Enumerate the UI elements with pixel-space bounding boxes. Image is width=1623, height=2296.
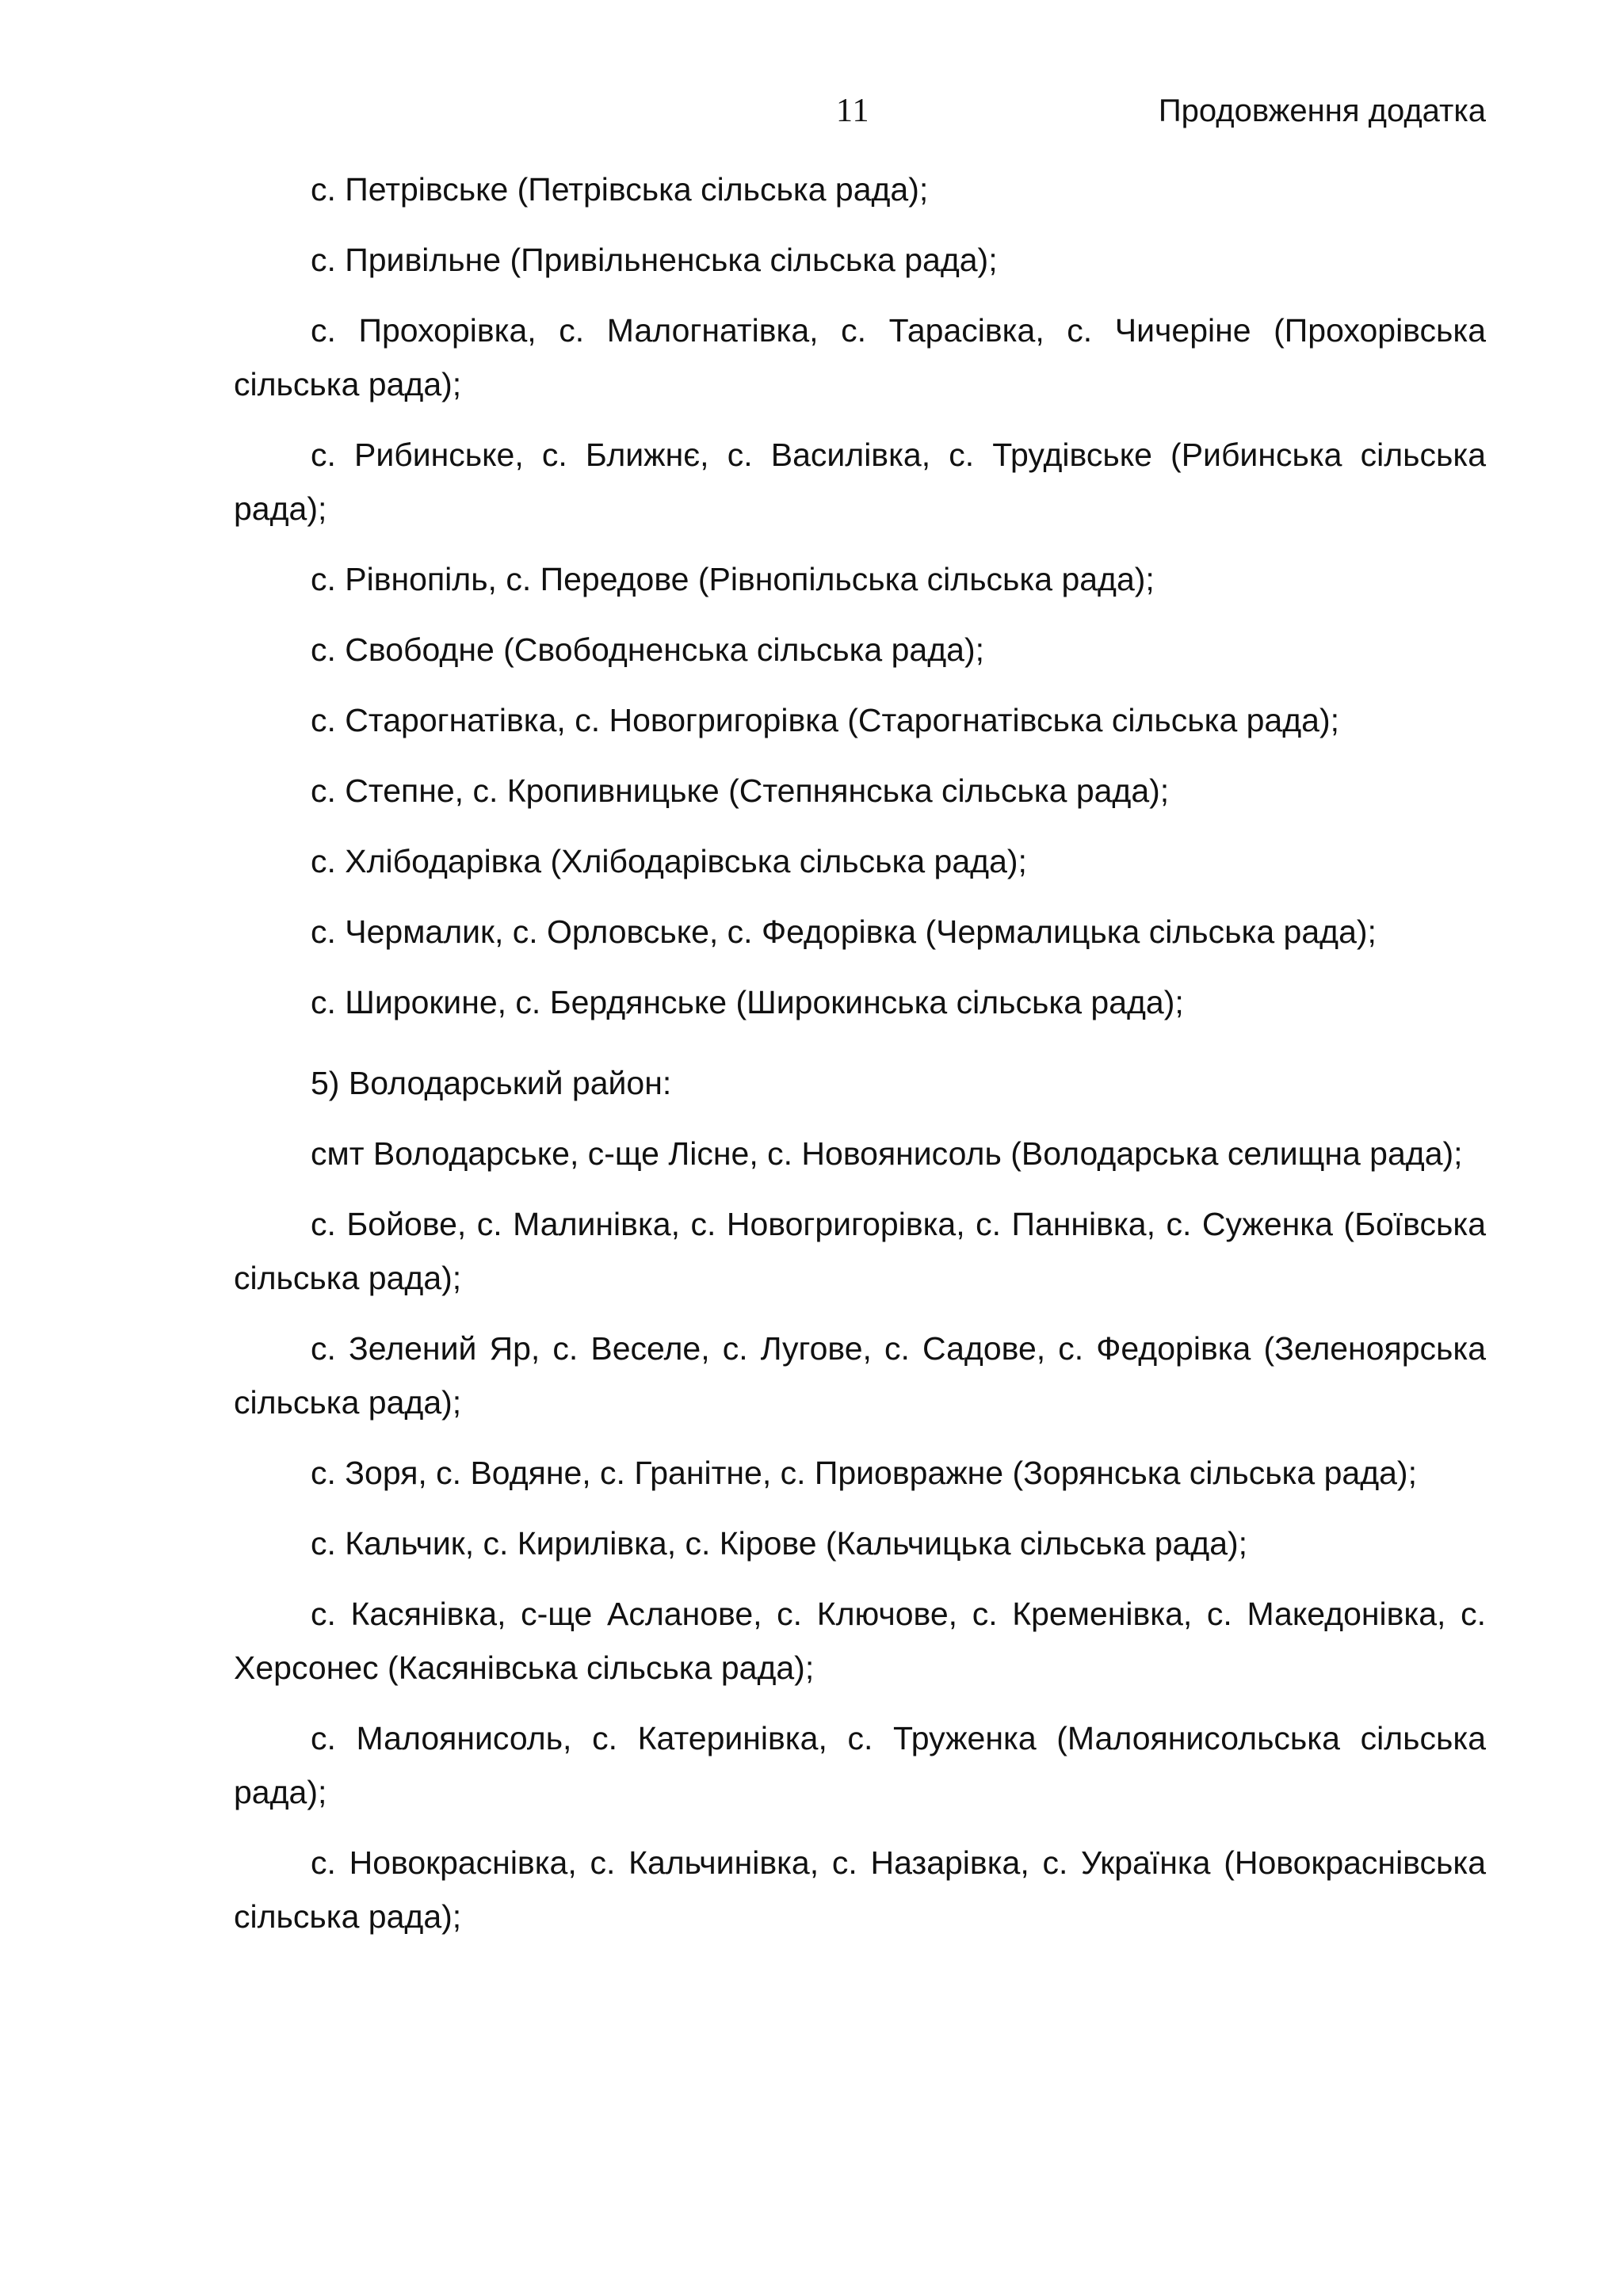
list-item: с. Кальчик, с. Кирилівка, с. Кірове (Кальчицька сільська рада);	[311, 1525, 1248, 1562]
continuation-label: Продовження додатка	[1158, 93, 1486, 128]
list-item: с. Привільне (Привільненська сільська рада);	[311, 242, 998, 278]
list-item: с. Широкине, с. Бердянське (Широкинська сільська рада);	[311, 984, 1184, 1020]
list-item: с. Старогнатівка, с. Новогригорівка (Старогнатівська сільська рада);	[311, 702, 1340, 738]
list-item: смт Володарське, с-ще Лісне, с. Новоянисоль (Володарська селищна рада);	[311, 1135, 1463, 1172]
list-item: с. Касянівка, с-ще Асланове, с. Ключове, с. Кременівка, с. Македонівка, с. Херсонес (Касянівська сільська рада);	[234, 1596, 1486, 1686]
list-item: с. Новокраснівка, с. Кальчинівка, с. Назарівка, с. Українка (Новокраснівська сільська рада);	[234, 1844, 1486, 1935]
page-number: 11	[836, 93, 870, 129]
list-item: с. Бойове, с. Малинівка, с. Новогригорівка, с. Паннівка, с. Суженка (Боївська сільська рада);	[234, 1206, 1486, 1296]
list-item: с. Хлібодарівка (Хлібодарівська сільська рада);	[311, 843, 1027, 879]
list-item: с. Петрівське (Петрівська сільська рада);	[311, 171, 929, 208]
list-item: с. Чермалик, с. Орловське, с. Федорівка (Чермалицька сільська рада);	[311, 913, 1377, 950]
list-item: с. Рибинське, с. Ближнє, с. Василівка, с. Трудівське (Рибинська сільська рада);	[234, 437, 1486, 527]
section-heading: 5) Володарський район:	[311, 1065, 672, 1101]
list-item: с. Прохорівка, с. Малогнатівка, с. Тарасівка, с. Чичеріне (Прохорівська сільська рада);	[234, 312, 1486, 402]
document-body	[234, 162, 1486, 1960]
list-item: с. Степне, с. Кропивницьке (Степнянська сільська рада);	[311, 772, 1170, 809]
list-item: с. Зелений Яр, с. Веселе, с. Лугове, с. Садове, с. Федорівка (Зеленоярська сільська рада);	[234, 1330, 1486, 1421]
list-item: с. Малоянисоль, с. Катеринівка, с. Труженка (Малоянисольська сільська рада);	[234, 1720, 1486, 1810]
list-item: с. Свободне (Свободненська сільська рада);	[311, 631, 984, 668]
list-item: с. Зоря, с. Водяне, с. Гранітне, с. Приовражне (Зорянська сільська рада);	[311, 1455, 1417, 1491]
list-item: с. Рівнопіль, с. Передове (Рівнопільська сільська рада);	[311, 561, 1155, 597]
